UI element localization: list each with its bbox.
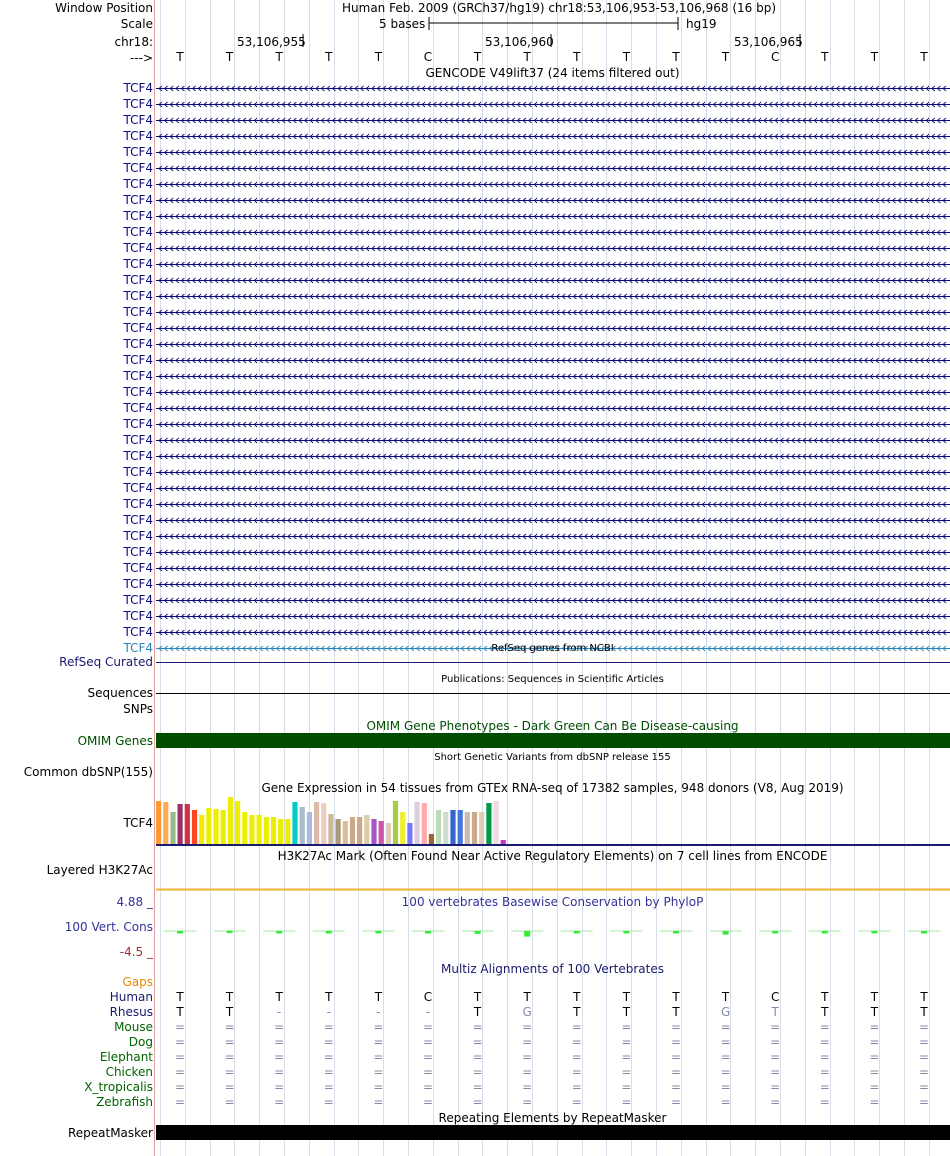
position-tick-1: 53,106,955 — [237, 35, 306, 49]
phylop-value-mark — [871, 931, 877, 934]
aligned-base: = — [174, 1095, 186, 1109]
reference-base: C — [770, 50, 780, 64]
aligned-base: = — [373, 1065, 384, 1079]
assembly-position: Human Feb. 2009 (GRCh37/hg19) chr18:53,106,953-53,106,968 (16 bp) — [342, 1, 777, 15]
phylop-value-mark — [623, 931, 629, 934]
aligned-base: = — [472, 1095, 483, 1109]
aligned-base: = — [670, 1050, 682, 1064]
aligned-base: = — [621, 1080, 632, 1094]
species-label[interactable]: Mouse — [114, 1020, 153, 1034]
aligned-base: = — [621, 1050, 632, 1064]
gencode-item-label[interactable]: TCF4 — [123, 113, 153, 127]
gencode-item-label[interactable]: TCF4 — [123, 401, 153, 415]
species-label[interactable]: Zebrafish — [96, 1095, 153, 1109]
gencode-item-label[interactable]: TCF4 — [123, 625, 153, 639]
reference-base: C — [423, 50, 433, 64]
aligned-base: = — [422, 1050, 434, 1064]
gencode-item-label[interactable]: TCF4 — [123, 433, 153, 447]
multiz-track-title: Multiz Alignments of 100 Vertebrates — [440, 962, 665, 976]
aligned-base: = — [869, 1065, 880, 1079]
phylop-max-label: 4.88 _ — [116, 895, 153, 909]
gencode-item-label[interactable]: TCF4 — [123, 321, 153, 335]
aligned-base: = — [571, 1020, 582, 1034]
aligned-base: - — [425, 1005, 431, 1019]
publications-track-label[interactable]: Sequences — [87, 686, 153, 700]
aligned-base: = — [323, 1050, 334, 1064]
aligned-base: = — [819, 1035, 830, 1049]
aligned-base: T — [622, 990, 631, 1004]
gencode-item-label[interactable]: TCF4 — [123, 641, 153, 655]
gencode-item-label[interactable]: TCF4 — [123, 513, 153, 527]
aligned-base: = — [224, 1050, 235, 1064]
omim-track-label[interactable]: OMIM Genes — [77, 734, 153, 748]
gencode-item-label[interactable]: TCF4 — [123, 81, 153, 95]
position-tick-2: 53,106,960 — [485, 35, 554, 49]
aligned-base: = — [869, 1095, 880, 1109]
aligned-base: = — [770, 1020, 781, 1034]
gencode-item-label[interactable]: TCF4 — [123, 369, 153, 383]
aligned-base: = — [224, 1065, 235, 1079]
aligned-base: T — [176, 1005, 184, 1019]
aligned-base: T — [523, 990, 531, 1004]
aligned-base: = — [571, 1050, 582, 1064]
aligned-base: = — [670, 1080, 682, 1094]
aligned-base: T — [275, 990, 283, 1004]
aligned-base: = — [274, 1080, 285, 1094]
gencode-item-label[interactable]: TCF4 — [123, 177, 153, 191]
gencode-item-label[interactable]: TCF4 — [123, 417, 153, 431]
aligned-base: = — [819, 1050, 830, 1064]
aligned-base: T — [920, 1005, 928, 1019]
gencode-item-label[interactable]: TCF4 — [123, 145, 153, 159]
reference-base: T — [622, 50, 631, 64]
reference-base: T — [523, 50, 531, 64]
aligned-base: = — [274, 1065, 285, 1079]
aligned-base: = — [670, 1020, 682, 1034]
phylop-value-mark — [921, 931, 927, 934]
aligned-base: = — [869, 1080, 880, 1094]
reference-base: T — [821, 50, 829, 64]
gencode-item-label[interactable]: TCF4 — [123, 241, 153, 255]
aligned-base: G — [522, 1005, 532, 1019]
aligned-base: = — [522, 1065, 533, 1079]
aligned-base: = — [323, 1020, 334, 1034]
aligned-base: = — [422, 1020, 434, 1034]
gencode-item-label[interactable]: TCF4 — [123, 161, 153, 175]
gencode-item-label[interactable]: TCF4 — [123, 545, 153, 559]
aligned-base: = — [869, 1035, 880, 1049]
aligned-base: T — [573, 990, 581, 1004]
aligned-base: T — [325, 990, 333, 1004]
aligned-base: = — [373, 1080, 384, 1094]
aligned-base: = — [819, 1065, 830, 1079]
aligned-base: = — [522, 1080, 533, 1094]
aligned-base: T — [374, 990, 383, 1004]
aligned-base: = — [522, 1035, 533, 1049]
reference-base: T — [176, 50, 184, 64]
species-label[interactable]: Human — [109, 990, 153, 1004]
aligned-base: = — [373, 1050, 384, 1064]
aligned-base: = — [422, 1080, 434, 1094]
aligned-base: = — [373, 1020, 384, 1034]
aligned-base: = — [323, 1095, 334, 1109]
aligned-base: = — [918, 1080, 930, 1094]
aligned-base: = — [174, 1050, 186, 1064]
phylop-value-mark — [723, 931, 729, 935]
aligned-base: T — [573, 1005, 581, 1019]
aligned-base: T — [225, 1005, 234, 1019]
aligned-base: = — [522, 1050, 533, 1064]
aligned-base: = — [323, 1080, 334, 1094]
aligned-base: = — [224, 1080, 235, 1094]
scale-bar-text: 5 bases — [379, 17, 426, 31]
aligned-base: T — [672, 1005, 680, 1019]
phylop-min-label: -4.5 _ — [119, 945, 153, 959]
aligned-base: T — [225, 990, 234, 1004]
aligned-base: T — [622, 1005, 631, 1019]
reference-base: T — [573, 50, 581, 64]
gencode-item-label[interactable]: TCF4 — [123, 193, 153, 207]
aligned-base: = — [621, 1065, 632, 1079]
gencode-item-label[interactable]: TCF4 — [123, 353, 153, 367]
aligned-base: = — [869, 1050, 880, 1064]
species-label[interactable]: X_tropicalis — [84, 1080, 153, 1094]
aligned-base: = — [373, 1095, 384, 1109]
gencode-item-label[interactable]: TCF4 — [123, 481, 153, 495]
aligned-base: = — [670, 1035, 682, 1049]
aligned-base: = — [720, 1020, 731, 1034]
aligned-base: C — [770, 990, 780, 1004]
aligned-base: = — [422, 1095, 434, 1109]
aligned-base: = — [918, 1020, 930, 1034]
gencode-item-label[interactable]: TCF4 — [123, 497, 153, 511]
dbsnp-track-title: Short Genetic Variants from dbSNP release 155 — [434, 752, 671, 763]
aligned-base: = — [819, 1095, 830, 1109]
aligned-base: T — [870, 990, 879, 1004]
gtex-track-label[interactable]: TCF4 — [123, 816, 153, 830]
reference-base: T — [473, 50, 482, 64]
gtex-track-title: Gene Expression in 54 tissues from GTEx RNA-seq of 17382 samples, 948 donors (V8, Aug 2019) — [261, 781, 844, 795]
gencode-item-label[interactable]: TCF4 — [123, 465, 153, 479]
gencode-item-label[interactable]: TCF4 — [123, 257, 153, 271]
aligned-base: = — [770, 1035, 781, 1049]
species-label[interactable]: Chicken — [105, 1065, 153, 1079]
gencode-item-label[interactable]: TCF4 — [123, 593, 153, 607]
phylop-value-mark — [524, 931, 530, 937]
phylop-track-label[interactable]: 100 Vert. Cons — [64, 920, 153, 934]
gencode-item-label[interactable]: TCF4 — [123, 209, 153, 223]
aligned-base: T — [672, 990, 680, 1004]
aligned-base: = — [472, 1065, 483, 1079]
aligned-base: = — [720, 1080, 731, 1094]
species-label[interactable]: Dog — [128, 1035, 153, 1049]
phylop-value-mark — [574, 931, 580, 934]
aligned-base: T — [821, 1005, 829, 1019]
aligned-base: = — [770, 1080, 781, 1094]
aligned-base: = — [770, 1050, 781, 1064]
aligned-base: = — [918, 1050, 930, 1064]
reference-base: T — [920, 50, 928, 64]
aligned-base: T — [870, 1005, 879, 1019]
phylop-value-mark — [772, 931, 778, 934]
reference-base: T — [672, 50, 680, 64]
gencode-item-label[interactable]: TCF4 — [123, 337, 153, 351]
aligned-base: = — [174, 1035, 186, 1049]
phylop-value-mark — [227, 931, 233, 934]
species-label[interactable]: Elephant — [99, 1050, 153, 1064]
aligned-base: = — [472, 1080, 483, 1094]
aligned-base: T — [721, 990, 730, 1004]
h3k27ac-track-title: H3K27Ac Mark (Often Found Near Active Regulatory Elements) on 7 cell lines from ENCODE — [277, 849, 828, 863]
gencode-item-label[interactable]: TCF4 — [123, 289, 153, 303]
aligned-base: T — [920, 990, 928, 1004]
aligned-base: = — [274, 1020, 285, 1034]
aligned-base: = — [373, 1035, 384, 1049]
aligned-base: = — [472, 1050, 483, 1064]
aligned-base: = — [918, 1065, 930, 1079]
species-label[interactable]: Rhesus — [109, 1005, 153, 1019]
gencode-item-label[interactable]: TCF4 — [123, 385, 153, 399]
dbsnp-track-label[interactable]: Common dbSNP(155) — [23, 765, 153, 779]
position-tick-3: 53,106,965 — [734, 35, 803, 49]
aligned-base: = — [819, 1020, 830, 1034]
aligned-base: = — [571, 1065, 582, 1079]
phylop-value-mark — [673, 931, 679, 934]
snps-label[interactable]: SNPs — [123, 702, 153, 716]
aligned-base: = — [522, 1020, 533, 1034]
aligned-base: = — [323, 1035, 334, 1049]
phylop-value-mark — [326, 931, 332, 934]
aligned-base: T — [473, 1005, 482, 1019]
scale-label: Scale — [120, 17, 153, 31]
aligned-base: T — [473, 990, 482, 1004]
gencode-item-label[interactable]: TCF4 — [123, 305, 153, 319]
phylop-value-mark — [375, 931, 381, 934]
aligned-base: = — [918, 1095, 930, 1109]
aligned-base: = — [174, 1020, 186, 1034]
aligned-base: = — [422, 1035, 434, 1049]
gencode-item-label[interactable]: TCF4 — [123, 561, 153, 575]
aligned-base: = — [720, 1035, 731, 1049]
gencode-item-label[interactable]: TCF4 — [123, 609, 153, 623]
phylop-value-mark — [475, 931, 481, 934]
aligned-base: = — [522, 1095, 533, 1109]
aligned-base: = — [918, 1035, 930, 1049]
aligned-base: = — [422, 1065, 434, 1079]
reference-base: T — [275, 50, 283, 64]
aligned-base: = — [720, 1065, 731, 1079]
aligned-base: T — [771, 1005, 779, 1019]
aligned-base: = — [720, 1050, 731, 1064]
phylop-value-mark — [177, 931, 183, 934]
repeatmasker-track-title: Repeating Elements by RepeatMasker — [438, 1111, 667, 1125]
reference-base: T — [325, 50, 333, 64]
refseq-track-label[interactable]: RefSeq Curated — [59, 655, 153, 669]
phylop-value-mark — [822, 931, 828, 934]
aligned-base: = — [472, 1035, 483, 1049]
reference-base: T — [374, 50, 383, 64]
reference-base: T — [870, 50, 879, 64]
gaps-label[interactable]: Gaps — [122, 975, 153, 989]
gencode-item-label[interactable]: TCF4 — [123, 273, 153, 287]
scale-db: hg19 — [686, 17, 717, 31]
aligned-base: - — [277, 1005, 282, 1019]
phylop-track-title: 100 vertebrates Basewise Conservation by PhyloP — [401, 895, 704, 909]
gencode-item-label[interactable]: TCF4 — [123, 225, 153, 239]
aligned-base: = — [274, 1095, 285, 1109]
aligned-base: = — [571, 1095, 582, 1109]
gencode-item-label[interactable]: TCF4 — [123, 129, 153, 143]
aligned-base: = — [571, 1035, 582, 1049]
aligned-base: = — [869, 1020, 880, 1034]
aligned-base: = — [274, 1035, 285, 1049]
window-position-label: Window Position — [55, 1, 153, 15]
aligned-base: T — [821, 990, 829, 1004]
aligned-base: = — [670, 1095, 682, 1109]
repeatmasker-bar[interactable] — [156, 1125, 950, 1140]
aligned-base: = — [720, 1095, 731, 1109]
aligned-base: = — [770, 1065, 781, 1079]
aligned-base: = — [224, 1035, 235, 1049]
aligned-base: = — [670, 1065, 682, 1079]
aligned-base: = — [323, 1065, 334, 1079]
refseq-track-title: RefSeq genes from NCBI — [491, 643, 614, 654]
gencode-item-label[interactable]: TCF4 — [123, 529, 153, 543]
gencode-track-title: GENCODE V49lift37 (24 items filtered out) — [425, 66, 680, 80]
omim-track-title: OMIM Gene Phenotypes - Dark Green Can Be Disease-causing — [366, 719, 739, 733]
aligned-base: = — [819, 1080, 830, 1094]
aligned-base: G — [720, 1005, 731, 1019]
publications-track-title: Publications: Sequences in Scientific Articles — [441, 674, 664, 685]
chrom-label: chr18: — [114, 35, 153, 49]
aligned-base: C — [423, 990, 433, 1004]
aligned-base: = — [621, 1095, 632, 1109]
phylop-value-mark — [425, 931, 431, 934]
aligned-base: - — [326, 1005, 331, 1019]
aligned-base: = — [621, 1035, 632, 1049]
reference-base: T — [721, 50, 730, 64]
gencode-item-label[interactable]: TCF4 — [123, 97, 153, 111]
strand-label: ---> — [129, 51, 153, 65]
aligned-base: = — [224, 1095, 235, 1109]
aligned-base: = — [472, 1020, 483, 1034]
aligned-base: = — [770, 1095, 781, 1109]
gencode-item-label[interactable]: TCF4 — [123, 577, 153, 591]
aligned-base: - — [376, 1005, 381, 1019]
aligned-base: = — [224, 1020, 235, 1034]
aligned-base: = — [621, 1020, 632, 1034]
aligned-base: = — [174, 1080, 186, 1094]
aligned-base: T — [176, 990, 184, 1004]
gencode-item-label[interactable]: TCF4 — [123, 449, 153, 463]
aligned-base: = — [174, 1065, 186, 1079]
phylop-value-mark — [276, 931, 282, 934]
aligned-base: = — [571, 1080, 582, 1094]
aligned-base: = — [274, 1050, 285, 1064]
h3k27ac-track-label[interactable]: Layered H3K27Ac — [46, 863, 153, 877]
repeatmasker-track-label[interactable]: RepeatMasker — [67, 1126, 153, 1140]
reference-base: T — [225, 50, 234, 64]
